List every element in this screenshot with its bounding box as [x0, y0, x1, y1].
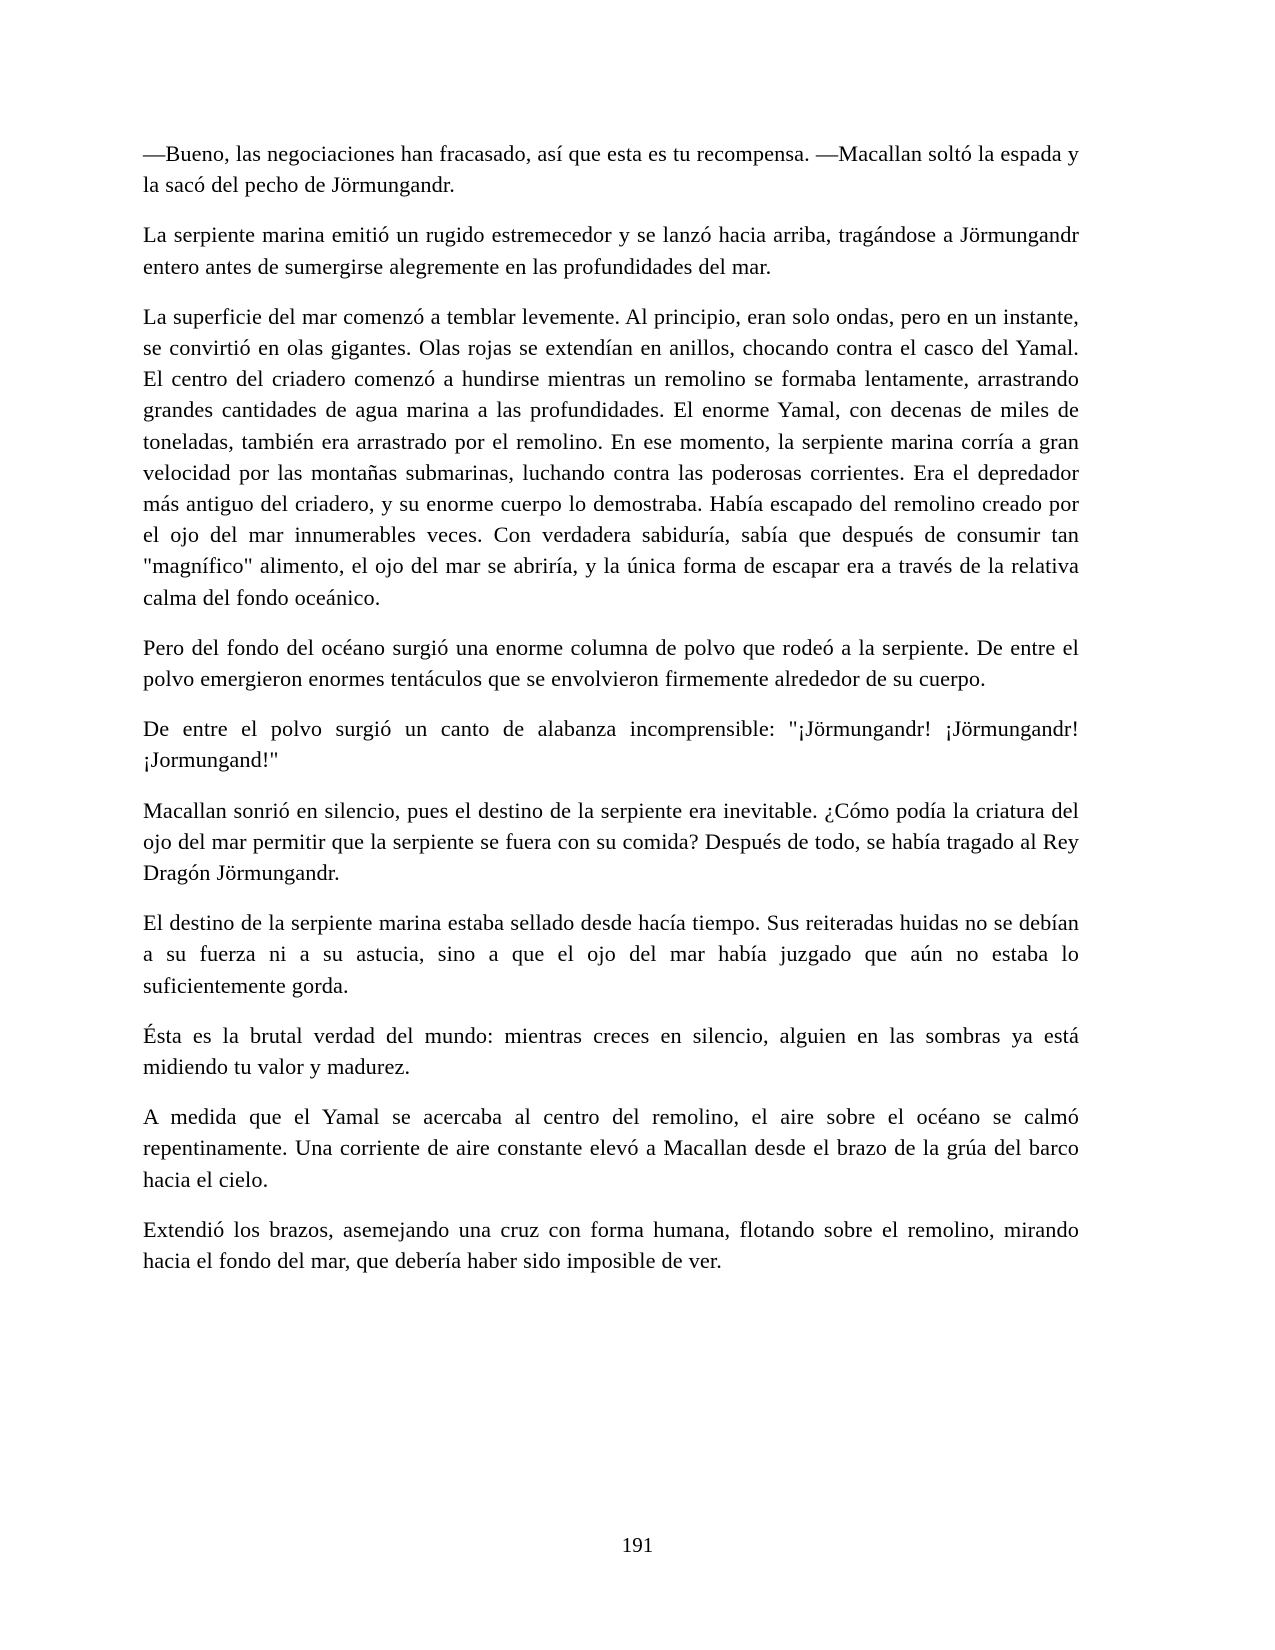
- paragraph: Ésta es la brutal verdad del mundo: mientras creces en silencio, alguien en las sombras ya está midiendo tu valor y madurez.: [143, 1022, 1079, 1080]
- paragraph: —Bueno, las negociaciones han fracasado, así que esta es tu recompensa. —Macallan soltó la espada y la sacó del pecho de Jörmungandr.: [143, 141, 1079, 198]
- paragraph: De entre el polvo surgió un canto de alabanza incomprensible: "¡Jörmungandr! ¡Jörmungandr! ¡Jormungand!": [143, 716, 1079, 773]
- paragraph: El destino de la serpiente marina estaba sellado desde hacía tiempo. Sus reiteradas huidas no se debían a su fuerza ni a su astucia, sino a que el ojo del mar había juzgado que aún no estaba lo suficientemente gorda.: [143, 910, 1079, 998]
- paragraph: A medida que el Yamal se acercaba al centro del remolino, el aire sobre el océano se calmó repentinamente. Una corriente de aire constante elevó a Macallan desde el brazo de la grúa del barco hacia el cielo.: [143, 1104, 1079, 1192]
- paragraph: La serpiente marina emitió un rugido estremecedor y se lanzó hacia arriba, tragándose a Jörmungandr entero antes de sumergirse alegremente en las profundidades del mar.: [143, 222, 1079, 279]
- paragraph: Macallan sonrió en silencio, pues el destino de la serpiente era inevitable. ¿Cómo podía la criatura del ojo del mar permitir que la serpiente se fuera con su comida? Después de todo, se había tragado al Rey Dragón Jörmungandr.: [143, 797, 1079, 886]
- paragraph: La superficie del mar comenzó a temblar levemente. Al principio, eran solo ondas, pero en un instante, se convirtió en olas gigantes. Olas rojas se extendían en anillos, chocando contra el casco del Yamal. El centro del criadero comenzó a hundirse mientras un remolino se formaba lentamente, arrastrando grandes cantidades de agua marina a las profundidades. El enorme Yamal, con decenas de miles de toneladas, también era arrastrado por el remolino. En ese momento, la serpiente marina corría a gran velocidad por las montañas submarinas, luchando contra las poderosas corrientes. Era el depredador más antiguo del criadero, y su enorme cuerpo lo demostraba. Había escapado del remolino creado por el ojo del mar innumerables veces. Con verdadera sabiduría, sabía que después de consumir tan "magnífico" alimento, el ojo del mar se abriría, y la única forma de escapar era a través de la relativa calma del fondo oceánico.: [143, 303, 1079, 610]
- page-body-text: [143, 138, 1079, 1276]
- paragraph: Pero del fondo del océano surgió una enorme columna de polvo que rodeó a la serpiente. De entre el polvo emergieron enormes tentáculos que se envolvieron firmemente alrededor de su cuerpo.: [143, 634, 1079, 692]
- page-number: 191: [621, 1533, 654, 1557]
- paragraph: Extendió los brazos, asemejando una cruz con forma humana, flotando sobre el remolino, mirando hacia el fondo del mar, que debería haber sido imposible de ver.: [143, 1216, 1079, 1274]
